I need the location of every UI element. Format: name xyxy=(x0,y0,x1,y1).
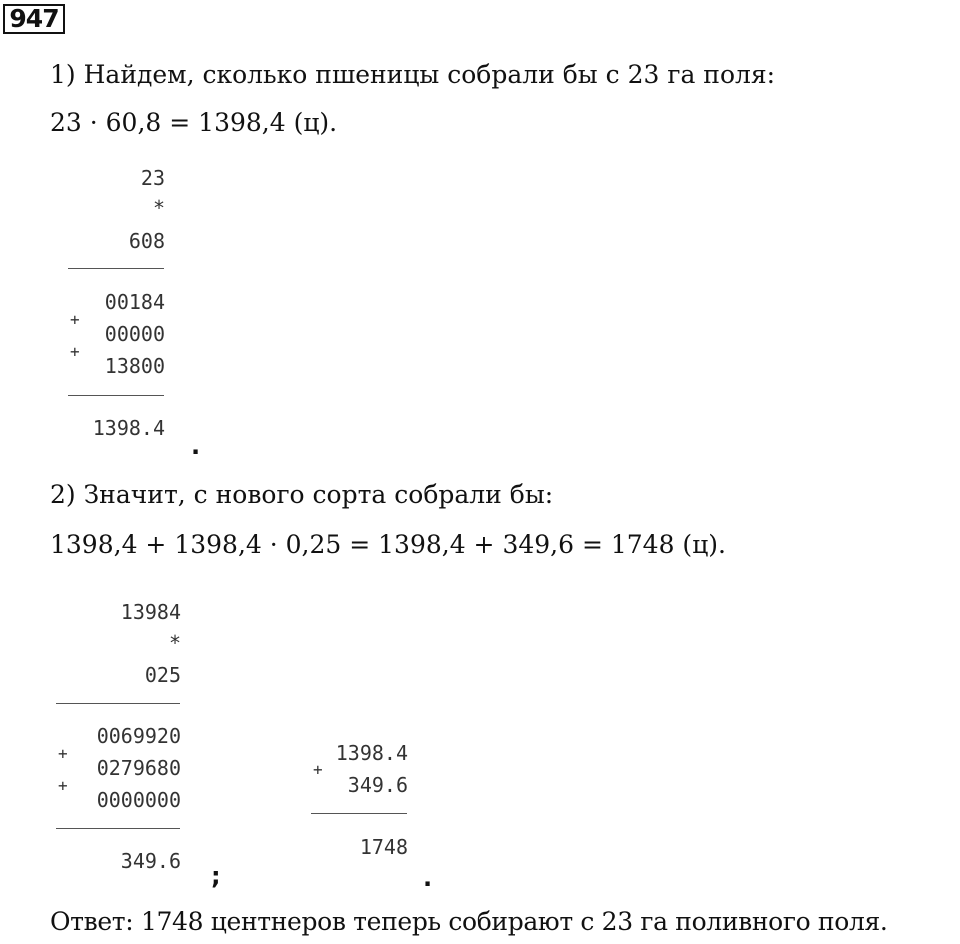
answer: Ответ: 1748 центнеров теперь собирают с 23 га поливного поля. xyxy=(50,907,888,936)
calc1-factor1: 23 xyxy=(140,166,165,190)
calc1-partial-2: 00000 xyxy=(104,322,165,346)
calc2-plus-1: + xyxy=(58,744,68,763)
calc3-rule xyxy=(311,813,407,814)
calc2-end-mark: ; xyxy=(211,862,221,890)
calc1-operator: * xyxy=(152,196,165,220)
step2-text: 2) Значит, с нового сорта собрали бы: xyxy=(50,480,554,509)
calc1-plus-1: + xyxy=(70,310,80,329)
calc1-rule-bottom xyxy=(68,395,164,396)
calc3-addend1: 1398.4 xyxy=(335,741,408,765)
calc3-result: 1748 xyxy=(359,835,408,859)
calc3-plus: + xyxy=(313,760,323,779)
calc2-operator: * xyxy=(168,631,181,655)
calc2-result: 349.6 xyxy=(120,849,181,873)
calc1-factor2: 608 xyxy=(128,229,165,253)
calc1-partial-1: 00184 xyxy=(104,290,165,314)
calc1-end-mark: . xyxy=(191,432,201,460)
calc2-rule-top xyxy=(56,703,180,704)
calc2-factor1: 13984 xyxy=(120,600,181,624)
calc2-factor2: 025 xyxy=(144,663,181,687)
calc1-rule-top xyxy=(68,268,164,269)
calc1-plus-2: + xyxy=(70,342,80,361)
calc3-addend2: 349.6 xyxy=(347,773,408,797)
calc3-end-mark: . xyxy=(423,864,433,892)
calc2-partial-2: 0279680 xyxy=(96,756,181,780)
calc2-partial-3: 0000000 xyxy=(96,788,181,812)
step1-formula: 23 · 60,8 = 1398,4 (ц). xyxy=(50,108,338,137)
calc2-plus-2: + xyxy=(58,776,68,795)
problem-number: 947 xyxy=(3,4,65,34)
calc1-result: 1398.4 xyxy=(92,416,165,440)
calc1-partial-3: 13800 xyxy=(104,354,165,378)
step1-text: 1) Найдем, сколько пшеницы собрали бы с 23 га поля: xyxy=(50,60,776,89)
step2-formula: 1398,4 + 1398,4 · 0,25 = 1398,4 + 349,6 = 1748 (ц). xyxy=(50,530,726,559)
calc2-partial-1: 0069920 xyxy=(96,724,181,748)
calc2-rule-bottom xyxy=(56,828,180,829)
